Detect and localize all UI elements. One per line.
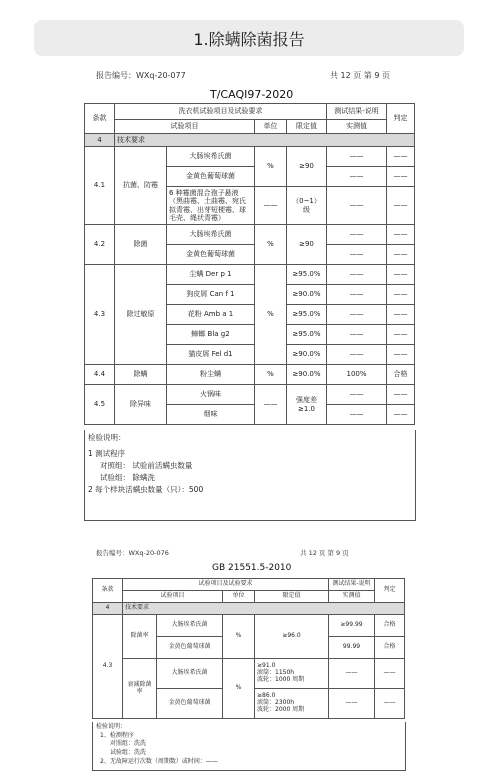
standard-code: GB 21551.5-2010 bbox=[212, 563, 292, 573]
limit-line: 滚筒：1150h bbox=[257, 669, 295, 677]
notes-line: 对照组：洗洗 bbox=[110, 740, 147, 748]
group-1-judge-a: 合格 bbox=[375, 615, 405, 637]
clause-4-2-measured-b: —— bbox=[327, 245, 387, 265]
allergen-judge: —— bbox=[387, 285, 415, 305]
allergen-judge: —— bbox=[387, 345, 415, 365]
clause-4-2-name: 除菌 bbox=[115, 225, 167, 265]
clause-4-3-name: 除过敏原 bbox=[115, 265, 167, 365]
test-results-table bbox=[84, 103, 415, 425]
section-name: 技术要求 bbox=[115, 134, 415, 147]
report-title-banner bbox=[34, 20, 464, 56]
limit-line: 滚筒：2300h bbox=[257, 699, 295, 707]
notes-line: 对照组： 试验前活螨虫数量 bbox=[100, 461, 193, 470]
clause-4-1-measured-a: —— bbox=[327, 147, 387, 167]
header-judge: 判定 bbox=[387, 104, 415, 134]
allergen-measured: —— bbox=[327, 305, 387, 325]
header-measured: 实测值 bbox=[329, 591, 375, 603]
limit-line: ≥86.0 bbox=[257, 692, 276, 700]
header-result-group: 测试结果-说明 bbox=[327, 104, 387, 120]
header-group: 试验项目及试验要求 bbox=[123, 579, 329, 591]
allergen-limit: ≥90.0% bbox=[287, 345, 327, 365]
clause-4-1-limit: ≥90 bbox=[287, 147, 327, 187]
group-1-item-b: 金黄色葡萄球菌 bbox=[157, 637, 223, 659]
test-notes bbox=[88, 432, 203, 496]
limit-line: ≥91.0 bbox=[257, 662, 276, 670]
group-1-measured-b: 99.99 bbox=[329, 637, 375, 659]
header-group: 洗衣机试验项目及试验要求 bbox=[115, 104, 327, 120]
clause-4-5-judge-a: —— bbox=[387, 385, 415, 405]
clause-4-2-no: 4.2 bbox=[85, 225, 115, 265]
clause-4-1-unit: % bbox=[255, 147, 287, 187]
section-no: 4 bbox=[85, 134, 115, 147]
clause-4-1-name: 抗菌、防霉 bbox=[115, 147, 167, 225]
allergen-limit: ≥90.0% bbox=[287, 285, 327, 305]
clause-4-3-no: 4.3 bbox=[85, 265, 115, 365]
clause-4-2-unit: % bbox=[255, 225, 287, 265]
allergen-judge: —— bbox=[387, 265, 415, 285]
notes-line: 1、检测程序 bbox=[100, 731, 134, 739]
clause-4-1-item-c: 6 种霉菌混合孢子悬液（黑曲霉、土曲霉、宛氏拟青霉、出芽短梗霉、球毛壳、绳状青霉） bbox=[167, 187, 255, 225]
test-notes bbox=[96, 723, 218, 766]
header-test-item: 试验项目 bbox=[123, 591, 223, 603]
group-2-limit-b bbox=[255, 689, 329, 719]
clause-4-4-limit: ≥90.0% bbox=[287, 365, 327, 385]
clause-4-5-measured-a: —— bbox=[327, 385, 387, 405]
clause-4-1-measured-c: —— bbox=[327, 187, 387, 225]
notes-line: 2、无故障运行次数（周期数）或时间：—— bbox=[100, 757, 218, 765]
clause-4-2-limit: ≥90 bbox=[287, 225, 327, 265]
limit-line: 波轮：2000 周期 bbox=[257, 705, 305, 713]
allergen-measured: —— bbox=[327, 345, 387, 365]
notes-title: 检验说明： bbox=[96, 723, 127, 730]
notes-line: 试验组：洗洗 bbox=[110, 749, 147, 757]
allergen-item: 蟑螂 Bla g2 bbox=[167, 325, 255, 345]
group-1-measured-a: ≥99.99 bbox=[329, 615, 375, 637]
header-measured: 实测值 bbox=[327, 120, 387, 134]
section-name: 技术要求 bbox=[123, 603, 405, 615]
notes-line: 1 测试程序 bbox=[88, 449, 126, 458]
header-item-no: 条款 bbox=[93, 579, 123, 603]
allergen-item: 猫皮屑 Fel d1 bbox=[167, 345, 255, 365]
allergen-judge: —— bbox=[387, 325, 415, 345]
clause-4-5-judge-b: —— bbox=[387, 405, 415, 425]
clause-4-4-measured: 100% bbox=[327, 365, 387, 385]
clause-4-3-unit: % bbox=[255, 265, 287, 365]
clause-4-1-measured-b: —— bbox=[327, 167, 387, 187]
page-info: 共 12 页 第 9 页 bbox=[300, 549, 349, 557]
report-number: 报告编号：WXq-20-077 bbox=[96, 71, 186, 80]
allergen-item: 狗皮屑 Can f 1 bbox=[167, 285, 255, 305]
clause-4-5-item-a: 火锅味 bbox=[167, 385, 255, 405]
clause-4-1-judge-b: —— bbox=[387, 167, 415, 187]
clause-4-1-no: 4.1 bbox=[85, 147, 115, 225]
header-test-item: 试验项目 bbox=[115, 120, 255, 134]
clause-4-1-item-b: 金黄色葡萄球菌 bbox=[167, 167, 255, 187]
group-2-name: 衰减除菌率 bbox=[123, 659, 157, 719]
limit-line: 波轮：1000 周期 bbox=[257, 675, 305, 683]
header-unit: 单位 bbox=[255, 120, 287, 134]
report-number: 报告编号：WXq-20-076 bbox=[96, 549, 169, 557]
allergen-judge: —— bbox=[387, 305, 415, 325]
clause-4-2-judge-b: —— bbox=[387, 245, 415, 265]
header-limit: 限定值 bbox=[287, 120, 327, 134]
allergen-limit: ≥95.0% bbox=[287, 325, 327, 345]
allergen-measured: —— bbox=[327, 265, 387, 285]
clause-4-5-item-b: 烟味 bbox=[167, 405, 255, 425]
clause-4-2-measured-a: —— bbox=[327, 225, 387, 245]
group-2-judge-b: —— bbox=[375, 689, 405, 719]
clause-4-2-item-b: 金黄色葡萄球菌 bbox=[167, 245, 255, 265]
clause-4-1-limit-c: （0~1）级 bbox=[287, 187, 327, 225]
section-no: 4 bbox=[93, 603, 123, 615]
group-2-measured-a: —— bbox=[329, 659, 375, 689]
group-2-judge-a: —— bbox=[375, 659, 405, 689]
clause-4-4-name: 除螨 bbox=[115, 365, 167, 385]
test-results-table bbox=[92, 578, 405, 719]
clause-4-4-judge: 合格 bbox=[387, 365, 415, 385]
clause-4-1-judge-c: —— bbox=[387, 187, 415, 225]
clause-4-5-name: 除异味 bbox=[115, 385, 167, 425]
group-1-item-a: 大肠埃希氏菌 bbox=[157, 615, 223, 637]
group-1-judge-b: 合格 bbox=[375, 637, 405, 659]
clause-4-1-item-a: 大肠埃希氏菌 bbox=[167, 147, 255, 167]
clause-4-5-measured-b: —— bbox=[327, 405, 387, 425]
clause-4-5-limit: 强度差 ≥1.0 bbox=[287, 385, 327, 425]
standard-code: T/CAQI97-2020 bbox=[210, 88, 294, 101]
allergen-limit: ≥95.0% bbox=[287, 265, 327, 285]
clause-4-5-unit: —— bbox=[255, 385, 287, 425]
header-unit: 单位 bbox=[223, 591, 255, 603]
allergen-item: 尘螨 Der p 1 bbox=[167, 265, 255, 285]
group-1-unit: % bbox=[223, 615, 255, 659]
allergen-item: 花粉 Amb a 1 bbox=[167, 305, 255, 325]
header-judge: 判定 bbox=[375, 579, 405, 603]
clause-4-4-unit: % bbox=[255, 365, 287, 385]
group-1-limit: ≥96.0 bbox=[255, 615, 329, 659]
allergen-measured: —— bbox=[327, 285, 387, 305]
header-item-no: 条款 bbox=[85, 104, 115, 134]
notes-line: 试验组： 除螨洗 bbox=[100, 473, 155, 482]
notes-title: 检验说明： bbox=[88, 433, 126, 442]
header-result-group: 测试结果-说明 bbox=[329, 579, 375, 591]
clause-4-1-unit-c: —— bbox=[255, 187, 287, 225]
group-2-limit-a bbox=[255, 659, 329, 689]
clause-4-1-judge-a: —— bbox=[387, 147, 415, 167]
group-2-item-a: 大肠埃希氏菌 bbox=[157, 659, 223, 689]
clause-4-4-item: 粉尘螨 bbox=[167, 365, 255, 385]
clause-4-5-no: 4.5 bbox=[85, 385, 115, 425]
group-1-name: 除菌率 bbox=[123, 615, 157, 659]
clause-4-4-no: 4.4 bbox=[85, 365, 115, 385]
report-title: 1.除螨除菌报告 bbox=[193, 29, 305, 49]
clause-4-2-judge-a: —— bbox=[387, 225, 415, 245]
clause-4-3-no: 4.3 bbox=[93, 615, 123, 719]
header-limit: 限定值 bbox=[255, 591, 329, 603]
group-2-item-b: 金黄色葡萄球菌 bbox=[157, 689, 223, 719]
allergen-measured: —— bbox=[327, 325, 387, 345]
allergen-limit: ≥95.0% bbox=[287, 305, 327, 325]
page-info: 共 12 页 第 9 页 bbox=[330, 71, 390, 80]
notes-line: 2 每个样块活螨虫数量（只）：500 bbox=[88, 485, 204, 494]
clause-4-2-item-a: 大肠埃希氏菌 bbox=[167, 225, 255, 245]
group-2-measured-b: —— bbox=[329, 689, 375, 719]
group-2-unit: % bbox=[223, 659, 255, 719]
